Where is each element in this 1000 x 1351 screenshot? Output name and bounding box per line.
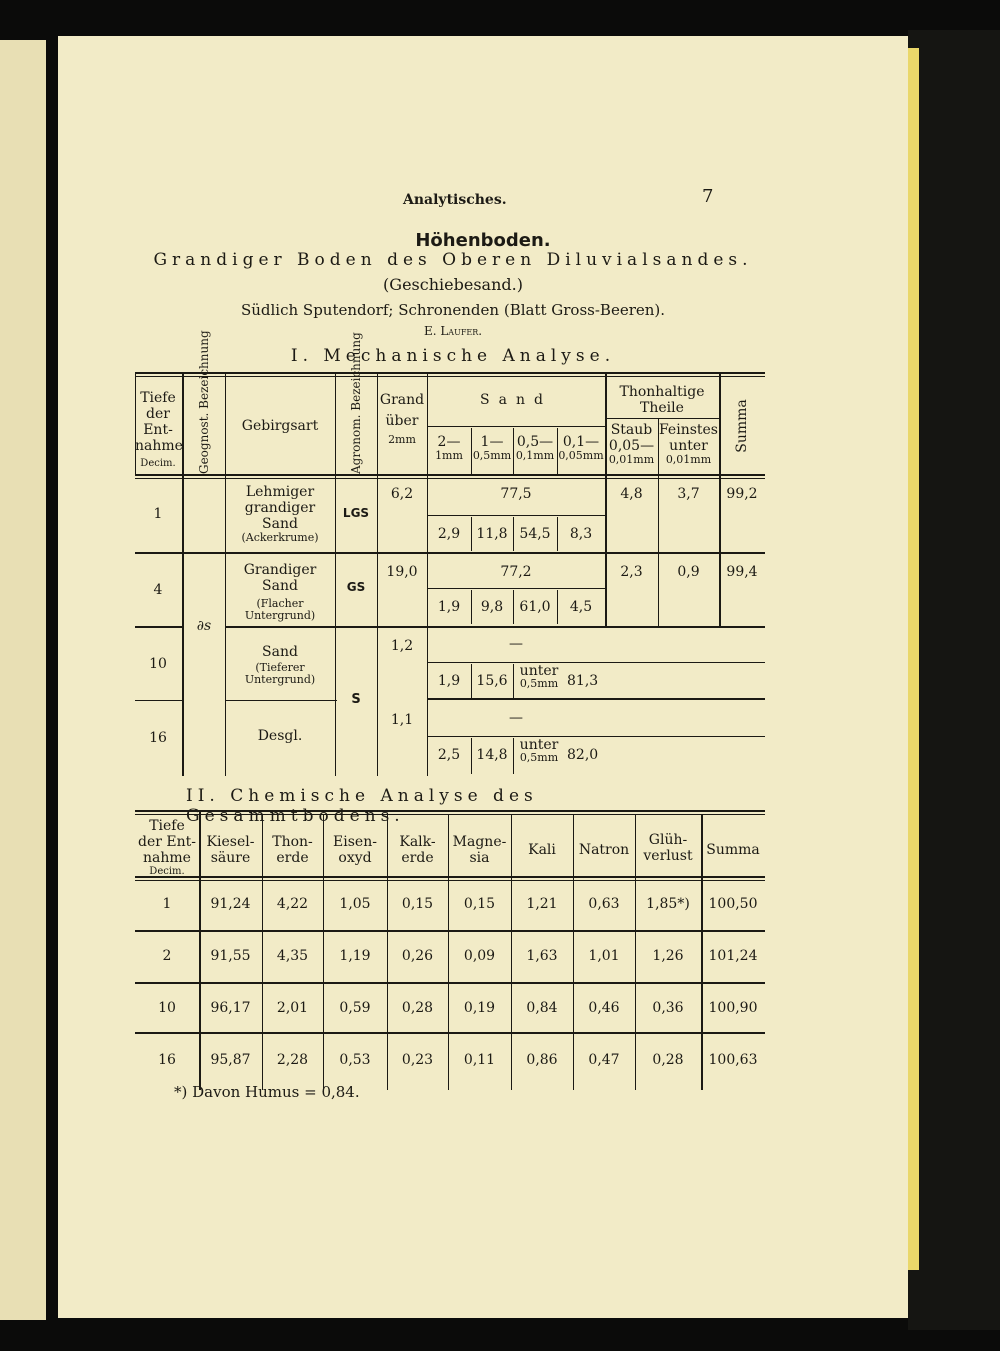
- chem-title: II. Chemische Analyse des Gesammtbodens.: [186, 786, 538, 826]
- header-thonhaltige: Thonhaltige Theile: [619, 384, 705, 416]
- mech-row2-gebirgsart: Grandiger Sand (Flacher Untergrund): [243, 562, 317, 622]
- header-sand-col4: 0,1— 0,05mm: [558, 434, 604, 462]
- footnote: *) Davon Humus = 0,84.: [174, 1083, 360, 1101]
- page-number: 7: [702, 186, 714, 207]
- mech-row4-tiefe: 16: [149, 730, 167, 746]
- mech-row4-gebirgsart: Desgl.: [257, 728, 303, 744]
- mech-row1-sand2: 11,8: [476, 526, 508, 542]
- mech-row2-sand4: 4,5: [569, 599, 593, 615]
- chem-table: [135, 808, 765, 1098]
- chem-header-summa: Summa: [706, 842, 760, 858]
- subtitle-line1: Grandiger Boden des Oberen Diluvialsandes.: [153, 250, 753, 270]
- chem-header-magnesia: Magne- sia: [452, 834, 507, 866]
- mech-row4-unter-value: 82,0: [567, 747, 599, 763]
- chem-row-3: 10 96,17 2,01 0,59 0,28 0,19 0,84 0,46 0,36 100,90: [158, 1000, 758, 1016]
- mech-row1-feinstes: 3,7: [677, 486, 700, 502]
- mech-row2-sand-total: 77,2: [500, 564, 532, 580]
- chem-row-4: 16 95,87 2,28 0,53 0,23 0,11 0,86 0,47 0,28 100,63: [158, 1052, 758, 1068]
- mech-row3-unter-value: 81,3: [567, 673, 599, 689]
- mech-row2-tiefe: 4: [153, 582, 163, 598]
- mech-row2-agronom: GS: [346, 580, 366, 594]
- subtitle-line2: (Geschiebesand.): [383, 275, 523, 294]
- header-sand-col2: 1— 0,5mm: [472, 434, 512, 462]
- mech-row2-summa: 99,4: [726, 564, 758, 580]
- mech-row2-feinstes: 0,9: [677, 564, 700, 580]
- mech-row3-sand2: 15,6: [476, 673, 508, 689]
- book-cover-edge: [908, 30, 1000, 1330]
- mech-row1-sand3: 54,5: [519, 526, 551, 542]
- mech-row3-gebirgsart: Sand (Tieferer Untergrund): [244, 644, 316, 686]
- author-line: E. Laufer.: [423, 324, 483, 338]
- header-sand-col3: 0,5— 0,1mm: [515, 434, 555, 462]
- header-feinstes: Feinstes unter 0,01mm: [658, 422, 718, 466]
- mech-row1-sand1: 2,9: [437, 526, 461, 542]
- mech-row3-unter: unter 0,5mm: [519, 663, 559, 690]
- geognost-value: ∂s: [196, 618, 212, 634]
- mech-row4-sand1: 2,5: [437, 747, 461, 763]
- chem-header-tiefe: Tiefe der Ent- nahme Decim.: [138, 818, 196, 877]
- header-tiefe: Tiefe der Ent- nahme: [135, 390, 183, 454]
- chem-header-thonerde: Thon- erde: [272, 834, 313, 866]
- header-geognost: Geognost. Bezeichnung: [197, 330, 211, 474]
- mech-row4-grand: 1,1: [390, 712, 414, 728]
- mech-agronom-s: S: [351, 692, 361, 707]
- chem-header-natron: Natron: [578, 842, 630, 858]
- header-decim: Decim.: [140, 458, 176, 469]
- facing-page-edge: [0, 40, 46, 1320]
- mech-row1-staub: 4,8: [620, 486, 643, 502]
- mech-row1-gebirgsart: Lehmiger grandiger Sand (Ackerkrume): [241, 484, 319, 544]
- header-sand-col1: 2— 1mm: [435, 434, 463, 462]
- chem-header-kieselsaeure: Kiesel- säure: [206, 834, 255, 866]
- mech-row2-sand2: 9,8: [480, 599, 504, 615]
- mech-row3-grand: 1,2: [390, 638, 414, 654]
- mech-row1-sand-total: 77,5: [500, 486, 532, 502]
- chem-row-1: 1 91,24 4,22 1,05 0,15 0,15 1,21 0,63 1,85*) 100,50: [162, 896, 758, 912]
- mech-row2-sand1: 1,9: [437, 599, 461, 615]
- chem-header-kali: Kali: [528, 842, 556, 858]
- mech-row2-sand3: 61,0: [519, 599, 551, 615]
- chem-row-2: 2 91,55 4,35 1,19 0,26 0,09 1,63 1,01 1,26 101,24: [162, 948, 758, 964]
- header-summa: Summa: [734, 399, 750, 453]
- main-title: Höhenboden.: [415, 230, 551, 251]
- mech-row4-sand-total: —: [509, 710, 523, 726]
- running-title: Analytisches.: [403, 192, 507, 208]
- chem-header-kalkerde: Kalk- erde: [399, 834, 436, 866]
- mech-row1-grand: 6,2: [390, 486, 414, 502]
- header-agronom: Agronom. Bezeichnung: [349, 332, 363, 474]
- mech-row1-agronom: LGS: [342, 506, 370, 520]
- header-staub: Staub 0,05— 0,01mm: [608, 422, 655, 466]
- mech-row3-tiefe: 10: [149, 656, 167, 672]
- mech-row1-tiefe: 1: [153, 506, 163, 522]
- mech-row1-summa: 99,2: [726, 486, 758, 502]
- mech-row4-unter: unter 0,5mm: [519, 737, 559, 764]
- mech-row2-grand: 19,0: [386, 564, 418, 580]
- chem-header-eisenoxyd: Eisen- oxyd: [333, 834, 377, 866]
- location-line: Südlich Sputendorf; Schronenden (Blatt Gross-Beeren).: [240, 301, 666, 319]
- book-page: [58, 36, 908, 1318]
- chem-header-gluehverlust: Glüh- verlust: [643, 832, 693, 864]
- mech-row4-sand2: 14,8: [476, 747, 508, 763]
- mech-title: I. Mechanische Analyse.: [290, 346, 616, 366]
- header-grand: Grand über 2mm: [379, 392, 425, 446]
- header-sand: Sand: [480, 392, 552, 408]
- mech-row3-sand1: 1,9: [437, 673, 461, 689]
- mech-row2-staub: 2,3: [620, 564, 643, 580]
- header-gebirgsart: Gebirgsart: [241, 418, 319, 434]
- mech-row3-sand-total: —: [509, 636, 523, 652]
- mech-row1-sand4: 8,3: [569, 526, 593, 542]
